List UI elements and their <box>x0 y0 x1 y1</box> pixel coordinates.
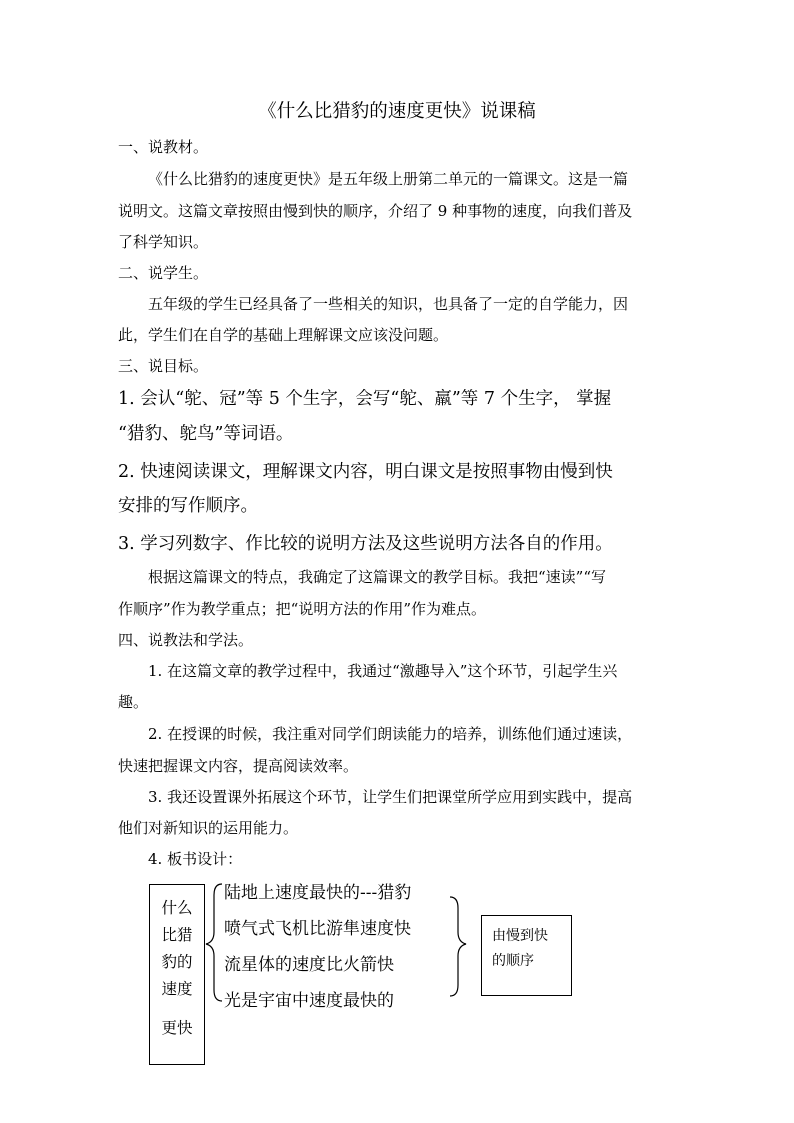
board-title-line: 速度 <box>161 980 193 998</box>
paragraph-line: 2. 在授课的时候，我注重对同学们朗读能力的培养，训练他们通过速读， <box>148 725 633 743</box>
section-heading-materials: 一、说教材。 <box>118 138 209 156</box>
paragraph-line: 4. 板书设计： <box>148 850 243 868</box>
board-item: 流星体的速度比火箭快 <box>224 955 394 975</box>
board-title-line: 豹的 <box>161 953 193 971</box>
paragraph-line: 1. 在这篇文章的教学过程中，我通过“激趣导入”这个环节，引起学生兴 <box>148 662 618 680</box>
paragraph-line: 趣。 <box>118 693 149 711</box>
section-heading-students: 二、说学生。 <box>118 264 209 282</box>
paragraph-line: 他们对新知识的运用能力。 <box>118 819 299 837</box>
goal-line: 3. 学习列数字、作比较的说明方法及这些说明方法各自的作用。 <box>118 534 613 554</box>
board-item: 光是宇宙中速度最快的 <box>224 991 394 1011</box>
board-summary-line: 由慢到快 <box>492 928 548 944</box>
paragraph-line: 3. 我还设置课外拓展这个环节，让学生们把课堂所学应用到实践中，提高 <box>148 788 633 806</box>
goal-line: “猎豹、鸵鸟”等词语。 <box>118 424 294 444</box>
paragraph-line: 根据这篇课文的特点，我确定了这篇课文的教学目标。我把“速读”“写 <box>148 568 607 586</box>
goal-line: 1. 会认“鸵、冠”等 5 个生字，会写“鸵、羸”等 7 个生字， 掌握 <box>118 389 612 409</box>
section-heading-goals: 三、说目标。 <box>118 357 209 375</box>
right-brace <box>450 897 466 996</box>
left-brace <box>206 884 222 1001</box>
board-title-line: 更快 <box>161 1019 193 1037</box>
paragraph-line: 了科学知识。 <box>118 233 209 251</box>
paragraph-line: 五年级的学生已经具备了一些相关的知识，也具备了一定的自学能力，因 <box>148 295 629 313</box>
board-summary-line: 的顺序 <box>492 953 534 969</box>
goal-line: 安排的写作顺序。 <box>118 496 258 516</box>
board-summary-box <box>481 915 572 996</box>
document-title: 《什么比猎豹的速度更快》说课稿 <box>258 101 536 122</box>
paragraph-line: 《什么比猎豹的速度更快》是五年级上册第二单元的一篇课文。这是一篇 <box>148 170 629 188</box>
paragraph-line: 作顺序”作为教学重点；把“说明方法的作用”作为难点。 <box>118 600 487 618</box>
section-heading-methods: 四、说教法和学法。 <box>118 631 254 649</box>
paragraph-line: 快速把握课文内容，提高阅读效率。 <box>118 757 359 775</box>
board-title-line: 什么 <box>161 899 193 917</box>
paragraph-line: 说明文。这篇文章按照由慢到快的顺序，介绍了 9 种事物的速度，向我们普及 <box>118 202 633 220</box>
goal-line: 2. 快速阅读课文，理解课文内容，明白课文是按照事物由慢到快 <box>118 462 613 482</box>
board-item: 陆地上速度最快的---猎豹 <box>224 883 412 903</box>
board-item: 喷气式飞机比游隼速度快 <box>224 919 411 939</box>
board-title-line: 比猎 <box>161 926 193 944</box>
paragraph-line: 此，学生们在自学的基础上理解课文应该没问题。 <box>118 326 449 344</box>
